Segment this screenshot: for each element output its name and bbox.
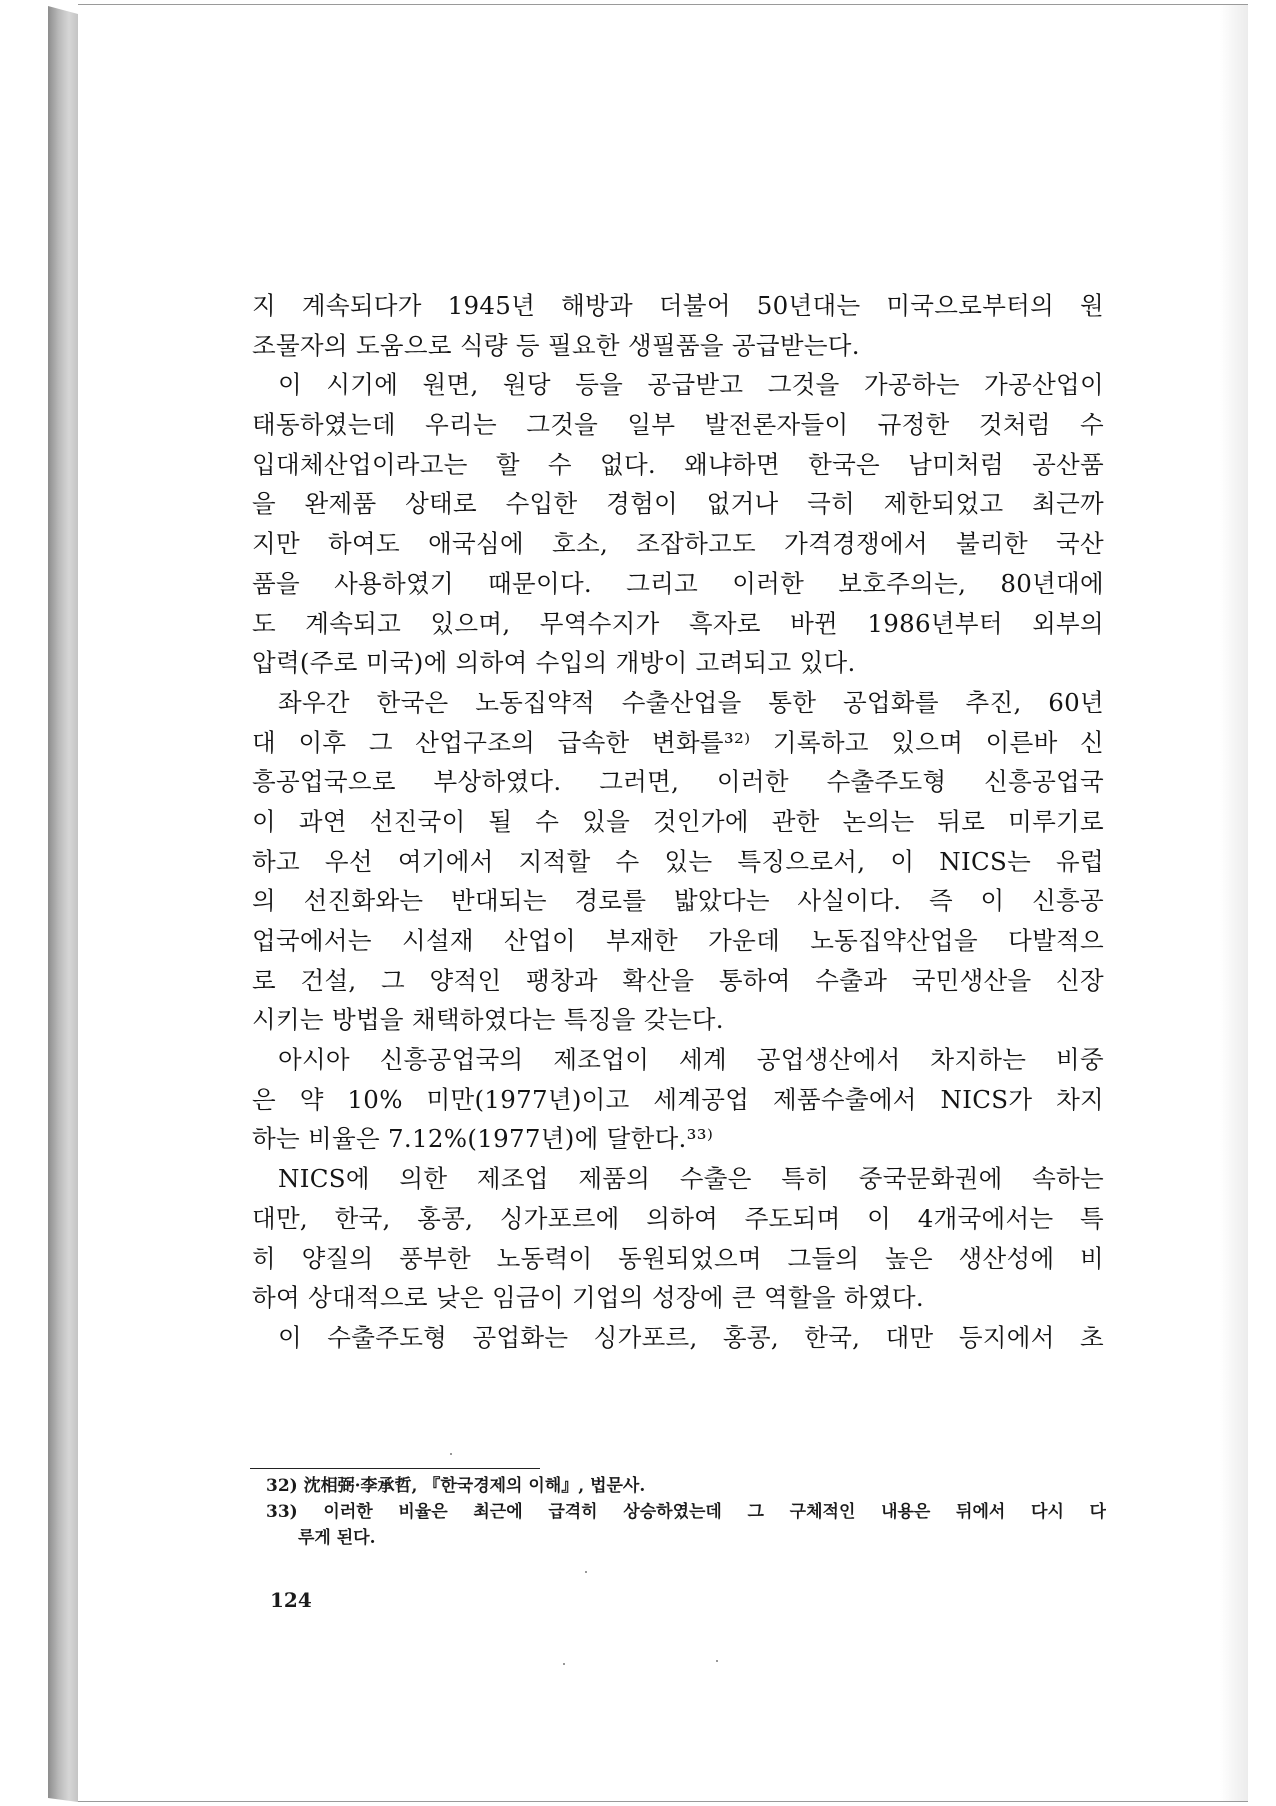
text-line: 대만, 한국, 홍콩, 싱가포르에 의하여 주도되며 이 4개국에서는 특 — [252, 1203, 1104, 1233]
text-line: 하여 상대적으로 낮은 임금이 기업의 성장에 큰 역할을 하였다. — [252, 1283, 924, 1313]
text-line: 입대체산업이라고는 할 수 없다. 왜냐하면 한국은 남미처럼 공산품 — [252, 449, 1104, 479]
footnote-32: 32) 沈相弼·李承哲, 『한국경제의 이해』, 법문사. — [266, 1476, 646, 1496]
text-line: 지 계속되다가 1945년 해방과 더불어 50년대는 미국으로부터의 원 — [252, 291, 1104, 320]
text-line: 히 양질의 풍부한 노동력이 동원되었으며 그들의 높은 생산성에 비 — [252, 1243, 1104, 1273]
text-line: 은 약 10% 미만(1977년)이고 세계공업 제품수출에서 NICS가 차지 — [252, 1084, 1104, 1114]
text-line: 시키는 방법을 채택하였다는 특징을 갖는다. — [252, 1005, 724, 1035]
text-line: 하고 우선 여기에서 지적할 수 있는 특징으로서, 이 NICS는 유럽 — [252, 846, 1104, 876]
body-text — [252, 286, 1104, 1358]
text-line: 좌우간 한국은 노동집약적 수출산업을 통한 공업화를 추진, 60년 — [278, 687, 1104, 717]
text-line: 의 선진화와는 반대되는 경로를 밟았다는 사실이다. 즉 이 신흥공 — [252, 886, 1104, 916]
text-line: 도 계속되고 있으며, 무역수지가 흑자로 바뀐 1986년부터 외부의 — [252, 608, 1104, 638]
text-line: 이 시기에 원면, 원당 등을 공급받고 그것을 가공하는 가공산업이 — [278, 370, 1104, 400]
text-line: 업국에서는 시설재 산업이 부재한 가운데 노동집약산업을 다발적으 — [252, 926, 1104, 955]
text-line: 지만 하여도 애국심에 호소, 조잡하고도 가격경쟁에서 불리한 국산 — [252, 529, 1104, 559]
text-line: 압력(주로 미국)에 의하여 수입의 개방이 고려되고 있다. — [252, 648, 856, 678]
page-number: 124 — [270, 1588, 312, 1612]
text-line: NICS에 의한 제조업 제품의 수출은 특히 중국문화권에 속하는 — [278, 1164, 1104, 1194]
text-line: 이 과연 선진국이 될 수 있을 것인가에 관한 논의는 뒤로 미루기로 — [252, 806, 1104, 836]
text-line: 이 수출주도형 공업화는 싱가포르, 홍콩, 한국, 대만 등지에서 초 — [278, 1322, 1104, 1352]
footnote-33: 33) 이러한 비율은 최근에 급격히 상승하였는데 그 구체적인 내용은 뒤에서 다시 다 — [266, 1502, 1106, 1522]
text-line: 아시아 신흥공업국의 제조업이 세계 공업생산에서 차지하는 비중 — [278, 1045, 1104, 1075]
footnote-33-continued: 루게 된다. — [298, 1528, 376, 1548]
book-spine-edge — [48, 4, 78, 1802]
page-edge-shadow — [1220, 5, 1248, 1801]
text-line: 을 완제품 상태로 수입한 경험이 없거나 극히 제한되었고 최근까 — [252, 489, 1104, 519]
text-line: 태동하였는데 우리는 그것을 일부 발전론자들이 규정한 것처럼 수 — [252, 410, 1104, 440]
text-line: 흥공업국으로 부상하였다. 그러면, 이러한 수출주도형 신흥공업국 — [252, 767, 1104, 797]
text-line: 로 건설, 그 양적인 팽창과 확산을 통하여 수출과 국민생산을 신장 — [252, 965, 1104, 995]
footnote-divider — [250, 1468, 540, 1469]
text-line: 대 이후 그 산업구조의 급속한 변화를³²⁾ 기록하고 있으며 이른바 신 — [252, 727, 1104, 757]
scan-speck — [716, 1660, 718, 1662]
scan-speck — [585, 1571, 587, 1573]
text-line: 하는 비율은 7.12%(1977년)에 달한다.³³⁾ — [252, 1124, 714, 1154]
scan-speck — [563, 1663, 565, 1665]
text-line: 품을 사용하였기 때문이다. 그리고 이러한 보호주의는, 80년대에 — [252, 568, 1104, 598]
footnotes — [266, 1473, 1106, 1551]
scan-speck — [450, 1453, 452, 1455]
text-line: 조물자의 도움으로 식량 등 필요한 생필품을 공급받는다. — [252, 330, 860, 360]
